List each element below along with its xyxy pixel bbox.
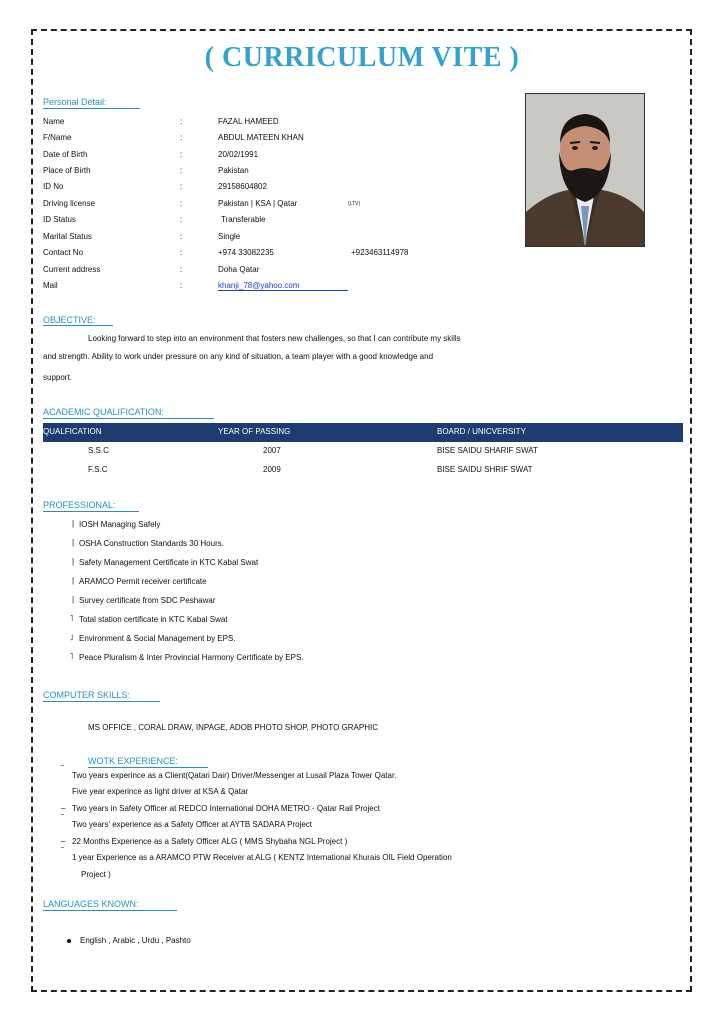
colon: :: [180, 166, 183, 175]
list-item: 1 year Experience as a ARAMCO PTW Receiver at ALG ( KENTZ International Khurais OIL Field Operation: [72, 853, 452, 862]
value-pob: Pakistan: [218, 166, 249, 175]
table-cell: BISE SAIDU SHRIF SWAT: [437, 465, 533, 474]
label-address: Current address: [43, 265, 101, 274]
bullet-marker: ˥: [70, 614, 74, 623]
section-academic-heading: ACADEMIC QUALIFICATION:: [43, 407, 164, 417]
bullet-marker: _: [61, 833, 66, 842]
label-license: Driving license: [43, 199, 96, 208]
list-item: Environment & Social Management by EPS.: [79, 634, 236, 643]
colon: :: [180, 248, 183, 257]
languages-text: English , Arabic , Urdu , Pashto: [80, 936, 191, 945]
bullet-icon: [67, 939, 71, 943]
section-computer-heading: COMPUTER SKILLS:: [43, 690, 131, 700]
value-marital: Single: [218, 232, 241, 241]
value-name: FAZAL HAMEED: [218, 117, 279, 126]
section-underline: [43, 325, 113, 326]
list-item: 22 Months Experience as a Safety Officer ALG ( MMS Shybaha NGL Project ): [72, 837, 348, 846]
portrait-image: [526, 94, 644, 246]
value-id-status: Transferable: [221, 215, 266, 224]
academic-table-header: [43, 423, 683, 442]
table-cell: F.S.C: [88, 465, 108, 474]
list-item: Two years in Safety Officer at REDCO International DOHA METRO - Qatar Rail Project: [72, 804, 380, 813]
objective-line-3: support.: [43, 373, 72, 382]
list-item: Peace Pluralism & Inter Provincial Harmony Certificate by EPS.: [79, 653, 304, 662]
colon: :: [180, 150, 183, 159]
bullet-marker: |: [72, 557, 75, 566]
list-item: ARAMCO Permit receiver certificate: [79, 577, 207, 586]
value-id: 29158604802: [218, 182, 267, 191]
value-address: Doha Qatar: [218, 265, 260, 274]
bullet-marker: ‾: [61, 814, 64, 823]
section-underline: [43, 418, 214, 419]
list-item: Two years experince as a Client(Qatari Dair) Driver/Messenger at Lusail Plaza Tower Qatar.: [72, 771, 397, 780]
col-qualification: QUALFICATION: [43, 427, 102, 436]
label-fname: F/Name: [43, 133, 72, 142]
label-id: ID No: [43, 182, 64, 191]
bullet-marker: |: [72, 538, 75, 547]
list-item: Two years' experience as a Safety Officer at AYTB SADARA Project: [72, 820, 313, 829]
colon: :: [180, 182, 183, 191]
bullet-marker: _: [61, 800, 66, 809]
section-underline: [43, 701, 160, 702]
colon: :: [180, 265, 183, 274]
value-fname: ABDUL MATEEN KHAN: [218, 133, 304, 142]
label-contact: Contact No: [43, 248, 84, 257]
list-item: Safety Management Certificate in KTC Kabal Swat: [79, 558, 259, 567]
list-item: IOSH Managing Safely: [79, 520, 161, 529]
section-personal-heading: Personal Detail:: [43, 97, 107, 107]
section-underline: [43, 108, 140, 109]
section-work-heading: WOTK EXPERIENCE:: [88, 756, 179, 766]
section-professional-heading: PROFESSIONAL:: [43, 500, 116, 510]
value-license: Pakistan | KSA | Qatar: [218, 199, 298, 208]
label-marital: Marital Status: [43, 232, 92, 241]
colon: :: [180, 232, 183, 241]
bullet-marker: ˥: [70, 652, 74, 661]
table-cell: 2009: [263, 465, 281, 474]
col-board: BOARD / UNICVERSITY: [437, 427, 526, 436]
colon: :: [180, 133, 183, 142]
section-underline: [88, 767, 208, 768]
bullet-marker: |: [72, 519, 75, 528]
bullet-marker: ˩: [70, 633, 74, 642]
section-languages-heading: LANGUAGES KNOWN:: [43, 899, 139, 909]
label-dob: Date of Birth: [43, 150, 88, 159]
label-id-status: ID Status: [43, 215, 76, 224]
table-cell: BISE SAIDU SHARIF SWAT: [437, 446, 538, 455]
section-underline: [43, 511, 139, 512]
page-title: ( CURRICULUM VITE ): [204, 42, 520, 73]
bullet-marker: |: [72, 595, 75, 604]
list-item: OSHA Construction Standards 30 Hours.: [79, 539, 224, 548]
license-note: (LTV): [348, 201, 361, 207]
list-item: Five year experince as light driver at KSA & Qatar: [72, 787, 249, 796]
colon: :: [180, 215, 183, 224]
label-pob: Place of Birth: [43, 166, 91, 175]
label-name: Name: [43, 117, 65, 126]
value-dob: 20/02/1991: [218, 150, 259, 159]
colon: :: [180, 199, 183, 208]
value-contact: +974 33082235: [218, 248, 274, 257]
bullet-marker: |: [72, 576, 75, 585]
section-objective-heading: OBJECTIVE:: [43, 315, 96, 325]
computer-skills-text: MS OFFICE , CORAL DRAW, INPAGE, ADOB PHOTO SHOP, PHOTO GRAPHIC: [88, 723, 378, 732]
value-contact-alt: +923463114978: [351, 248, 409, 257]
list-item: Survey certificate from SDC Peshawar: [79, 596, 216, 605]
col-year: YEAR OF PASSING: [218, 427, 291, 436]
colon: :: [180, 117, 183, 126]
objective-line-2: and strength. Ability to work under pressure on any kind of situation, a team player with a good knowledge and: [43, 352, 434, 361]
table-cell: 2007: [263, 446, 281, 455]
list-item: Total station certificate in KTC Kabal Swat: [79, 615, 228, 624]
label-mail: Mail: [43, 281, 58, 290]
table-cell: S.S.C: [88, 446, 109, 455]
bullet-marker: ‾: [61, 765, 64, 774]
objective-line-1: Looking forward to step into an environment that fosters new challenges, so that I can contribute my skills: [88, 334, 461, 343]
colon: :: [180, 281, 183, 290]
bullet-marker: ‾: [61, 847, 64, 856]
list-item: Project ): [81, 870, 111, 879]
email-link[interactable]: khanji_78@yahoo.com: [218, 281, 300, 290]
profile-photo: [525, 93, 645, 247]
section-underline: [43, 910, 177, 911]
email-underline: [218, 290, 348, 291]
